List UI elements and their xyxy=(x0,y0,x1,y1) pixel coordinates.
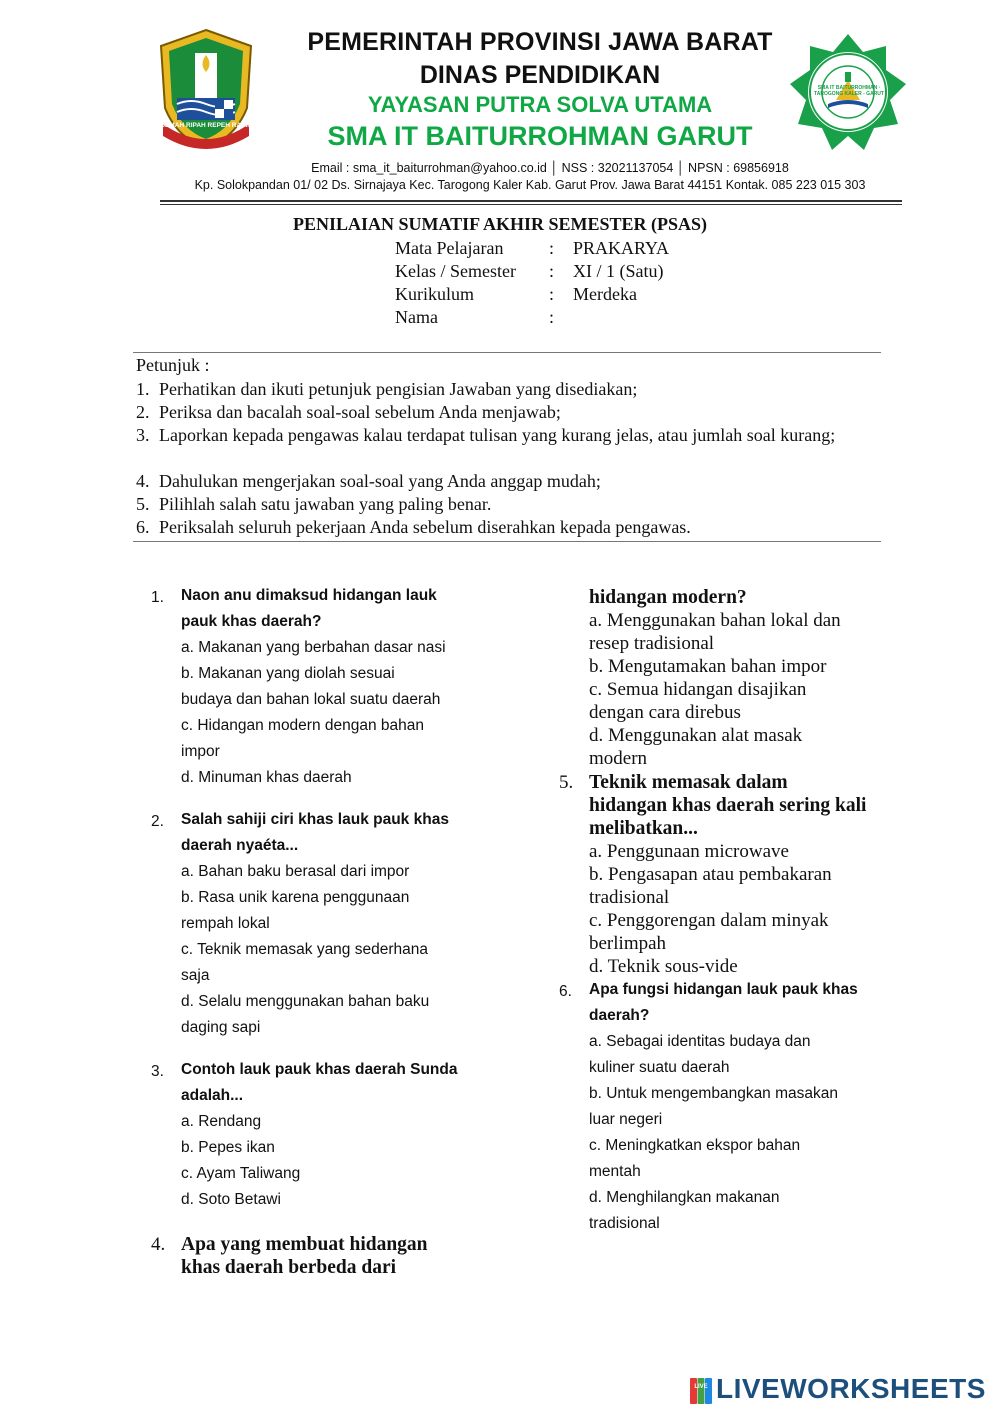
answer-option[interactable]: c. Penggorengan dalam minyak xyxy=(589,910,829,931)
answer-option-continued[interactable]: rempah lokal xyxy=(181,915,270,932)
instruction-item xyxy=(136,516,876,539)
question-number: 2. xyxy=(151,813,164,830)
liveworksheets-watermark: LIVEWORKSHEETS xyxy=(716,1373,986,1404)
answer-option-continued[interactable]: mentah xyxy=(589,1163,641,1180)
question-text: hidangan modern? xyxy=(589,587,747,608)
answer-option[interactable]: c. Meningkatkan ekspor bahan xyxy=(589,1137,801,1154)
instruction-item xyxy=(136,424,876,470)
right-emblem-text: SMA IT BAITURROHMAN · TAROGONG KALER - GARUT xyxy=(814,85,884,97)
instruction-text: Dahulukan mengerjakan soal-soal yang Anda anggap mudah; xyxy=(159,471,601,491)
answer-option[interactable]: d. Menggunakan alat masak xyxy=(589,725,803,746)
header-department: DINAS PENDIDIKAN xyxy=(419,61,661,89)
answer-option-continued[interactable]: dengan cara direbus xyxy=(589,702,741,723)
info-curriculum xyxy=(395,284,795,307)
question-number: 1. xyxy=(151,589,164,606)
instructions-heading: Petunjuk : xyxy=(136,355,210,375)
question-number: 3. xyxy=(151,1063,164,1080)
info-name[interactable] xyxy=(395,307,795,330)
answer-option[interactable]: a. Makanan yang berbahan dasar nasi xyxy=(181,639,446,656)
info-subject xyxy=(395,238,795,261)
answer-option[interactable]: d. Minuman khas daerah xyxy=(181,769,352,786)
answer-option[interactable]: c. Semua hidangan disajikan xyxy=(589,679,807,700)
info-label: Kurikulum xyxy=(395,284,474,304)
instruction-number: 2. xyxy=(136,402,150,422)
info-colon: : xyxy=(549,284,555,304)
answer-option-continued[interactable]: kuliner suatu daerah xyxy=(589,1059,730,1076)
answer-option[interactable]: b. Pepes ikan xyxy=(181,1139,275,1156)
instruction-number: 3. xyxy=(136,425,150,445)
answer-option-continued[interactable]: berlimpah xyxy=(589,933,667,954)
question-text: hidangan khas daerah sering kali xyxy=(589,795,867,816)
answer-option[interactable]: b. Mengutamakan bahan impor xyxy=(589,656,827,677)
instruction-text: Perhatikan dan ikuti petunjuk pengisian Jawaban yang disediakan; xyxy=(159,379,638,399)
answer-option-continued[interactable]: resep tradisional xyxy=(589,633,715,654)
answer-option[interactable]: b. Untuk mengembangkan masakan xyxy=(589,1085,839,1102)
header-address-line: Kp. Solokpandan 01/ 02 Ds. Sirnajaya Kec. Tarogong Kaler Kab. Garut Prov. Jawa Barat 44151 Kontak. 085 223 015 303 xyxy=(194,178,866,192)
liveworksheets-badge: LIVE xyxy=(694,1384,708,1390)
instruction-item xyxy=(136,401,876,424)
info-label: Nama xyxy=(395,307,438,327)
answer-option[interactable]: c. Teknik memasak yang sederhana xyxy=(181,941,428,958)
left-emblem-motto: GEMAH RIPAH REPEH RAPIH xyxy=(160,122,252,129)
header-divider-thin xyxy=(160,204,902,205)
instruction-number: 1. xyxy=(136,379,150,399)
answer-option-continued[interactable]: tradisional xyxy=(589,887,670,908)
info-value: XI / 1 (Satu) xyxy=(573,261,664,281)
info-colon: : xyxy=(549,261,555,281)
question-number: 6. xyxy=(559,983,572,1000)
info-class xyxy=(395,261,795,284)
question-number: 4. xyxy=(151,1234,166,1255)
question-text: Apa fungsi hidangan lauk pauk khas xyxy=(589,981,858,998)
instruction-number: 5. xyxy=(136,494,150,514)
answer-option-continued[interactable]: impor xyxy=(181,743,220,760)
header-divider xyxy=(160,200,902,202)
answer-option[interactable]: a. Penggunaan microwave xyxy=(589,841,789,862)
question-text: Contoh lauk pauk khas daerah Sunda xyxy=(181,1061,458,1078)
header-government: PEMERINTAH PROVINSI JAWA BARAT xyxy=(307,28,773,56)
info-label: Kelas / Semester xyxy=(395,261,516,281)
answer-option[interactable]: b. Rasa unik karena penggunaan xyxy=(181,889,410,906)
instruction-text: Pilihlah salah satu jawaban yang paling benar. xyxy=(159,494,492,514)
info-value: Merdeka xyxy=(573,284,637,304)
answer-option[interactable]: c. Ayam Taliwang xyxy=(181,1165,301,1182)
instruction-item xyxy=(136,470,876,493)
answer-option[interactable]: b. Makanan yang diolah sesuai xyxy=(181,665,395,682)
liveworksheets-logo-icon xyxy=(690,1378,712,1404)
answer-option[interactable]: a. Menggunakan bahan lokal dan xyxy=(589,610,841,631)
question-text: daerah? xyxy=(589,1007,650,1024)
instructions-top-rule xyxy=(133,352,881,353)
instruction-text: Periksa dan bacalah soal-soal sebelum Anda menjawab; xyxy=(159,402,561,422)
instruction-item xyxy=(136,493,876,516)
question-text: Salah sahiji ciri khas lauk pauk khas xyxy=(181,811,449,828)
header-foundation: YAYASAN PUTRA SOLVA UTAMA xyxy=(367,92,713,117)
instructions-bottom-rule xyxy=(133,541,881,542)
answer-option[interactable]: a. Bahan baku berasal dari impor xyxy=(181,863,410,880)
answer-option-continued[interactable]: luar negeri xyxy=(589,1111,663,1128)
answer-option-continued[interactable]: saja xyxy=(181,967,210,984)
answer-option-continued[interactable]: daging sapi xyxy=(181,1019,261,1036)
instruction-number: 6. xyxy=(136,517,150,537)
answer-option[interactable]: d. Selalu menggunakan bahan baku xyxy=(181,993,430,1010)
info-colon: : xyxy=(549,238,555,258)
question-text: melibatkan... xyxy=(589,818,698,839)
instruction-number: 4. xyxy=(136,471,150,491)
answer-option-continued[interactable]: tradisional xyxy=(589,1215,660,1232)
instruction-text: Periksalah seluruh pekerjaan Anda sebelum diserahkan kepada pengawas. xyxy=(159,517,691,537)
answer-option[interactable]: b. Pengasapan atau pembakaran xyxy=(589,864,832,885)
info-label: Mata Pelajaran xyxy=(395,238,504,258)
question-text: Apa yang membuat hidangan xyxy=(181,1234,428,1255)
question-text: Naon anu dimaksud hidangan lauk xyxy=(181,587,437,604)
answer-option-continued[interactable]: modern xyxy=(589,748,648,769)
exam-title: PENILAIAN SUMATIF AKHIR SEMESTER (PSAS) xyxy=(292,214,708,234)
instruction-item xyxy=(136,378,876,401)
answer-option[interactable]: c. Hidangan modern dengan bahan xyxy=(181,717,425,734)
answer-option[interactable]: a. Rendang xyxy=(181,1113,262,1130)
question-text: adalah... xyxy=(181,1087,244,1104)
answer-option[interactable]: a. Sebagai identitas budaya dan xyxy=(589,1033,811,1050)
answer-option[interactable]: d. Soto Betawi xyxy=(181,1191,281,1208)
info-value: PRAKARYA xyxy=(573,238,670,258)
header-email-line: Email : sma_it_baiturrohman@yahoo.co.id │ NSS : 32021137054 │ NPSN : 69856918 xyxy=(311,161,789,175)
question-text: daerah nyaéta... xyxy=(181,837,299,854)
question-text: Teknik memasak dalam xyxy=(589,772,788,793)
question-number: 5. xyxy=(559,772,574,793)
instruction-text: Laporkan kepada pengawas kalau terdapat tulisan yang kurang jelas, atau jumlah soal kurang; xyxy=(159,425,836,445)
info-colon: : xyxy=(549,307,555,327)
answer-option[interactable]: d. Menghilangkan makanan xyxy=(589,1189,780,1206)
answer-option-continued[interactable]: budaya dan bahan lokal suatu daerah xyxy=(181,691,441,708)
question-text: khas daerah berbeda dari xyxy=(181,1257,397,1278)
answer-option[interactable]: d. Teknik sous-vide xyxy=(589,956,738,977)
question-text: pauk khas daerah? xyxy=(181,613,322,630)
header-school-name: SMA IT BAITURROHMAN GARUT xyxy=(327,121,753,151)
